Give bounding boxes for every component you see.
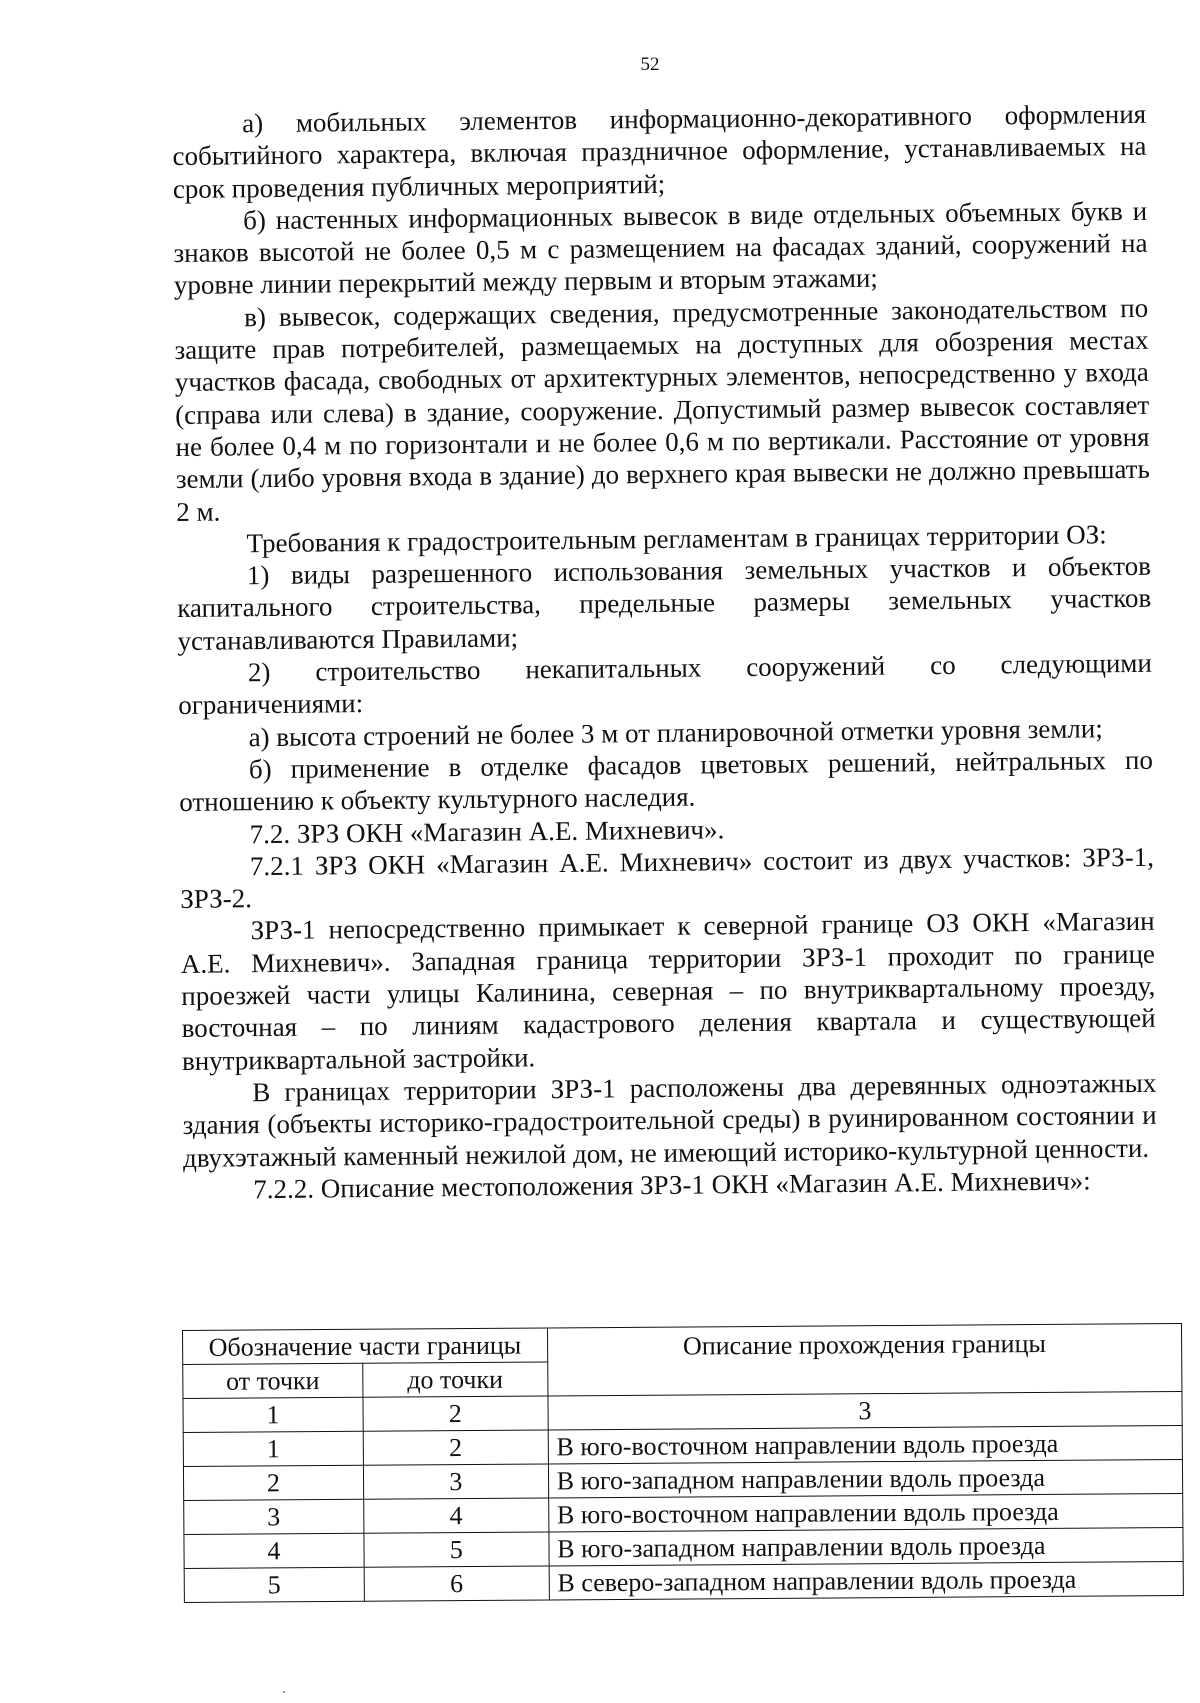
table-row: [184, 1562, 1183, 1603]
body-text: [172, 98, 1157, 1206]
table-cell: 3: [363, 1464, 548, 1499]
paragraph: ЗРЗ-1 непосредственно примыкает к северной границе ОЗ ОКН «Магазин А.Е. Михневич». Западная граница территории ЗРЗ-1 проходит по границе проезжей части улицы Калинина, северная – по внутриквартальному проезду, восточная – по линиям кадастрового деления квартала и существующей внутриквартальной застройки.: [180, 906, 1156, 1076]
table-cell: 4: [364, 1498, 549, 1533]
paragraph: б) настенных информационных вывесок в виде отдельных объемных букв и знаков высотой не более 0,5 м с размещением на фасадах зданий, сооружений на уровне линии перекрытий между первым и вторым этажами;: [173, 195, 1148, 301]
table-cell: 4: [184, 1533, 364, 1568]
boundary-table: [182, 1323, 1184, 1603]
table-cell: 3: [184, 1499, 364, 1534]
table-caption: 7.2.2. Описание местоположения ЗРЗ-1 ОКН «Магазин А.Е. Михневич»:: [253, 1165, 1091, 1205]
section-heading: 7.2. ЗРЗ ОКН «Магазин А.Е. Михневич».: [249, 813, 725, 849]
paragraph: а) мобильных элементов информационно-декоративного оформления событийного характера, включая праздничное оформление, устанавливаемых на срок проведения публичных мероприятий;: [172, 98, 1147, 204]
paragraph: в) вывесок, содержащих сведения, предусмотренные законодательством по защите прав потребителей, размещаемых на доступных для обозрения местах участков фасада, свободных от архитектурных элементов, непосредственно у входа (справа или слева) в здание, сооружение. Допустимый размер вывесок составляет не более 0,4 м по горизонтали и не более 0,6 м по вертикали. Расстояние от уровня земли (либо уровня входа в здание) до верхнего края вывески не должно превышать 2 м.: [174, 292, 1150, 527]
paragraph: 2) строительство некапитальных сооружений со следующими ограничениями:: [178, 647, 1153, 721]
paragraph: В границах территории ЗРЗ-1 расположены два деревянных одноэтажных здания (объекты историко-градостроительной среды) в руинированном состоянии и двухэтажный каменный нежилой дом, не имеющий историко-культурной ценности.: [182, 1067, 1157, 1173]
table-cell: В юго-западном направлении вдоль проезда: [549, 1528, 1184, 1566]
table-cell: 6: [364, 1566, 549, 1601]
table-cell: В юго-западном направлении вдоль проезда: [548, 1460, 1183, 1498]
table-cell: В юго-восточном направлении вдоль проезда: [548, 1426, 1183, 1464]
table-cell: 3: [548, 1392, 1183, 1430]
table-cell: В юго-восточном направлении вдоль проезда: [548, 1494, 1183, 1532]
paragraph: б) применение в отделке фасадов цветовых решений, нейтральных по отношению к объекту культурного наследия.: [179, 744, 1154, 818]
table-header-to: до точки: [363, 1362, 548, 1397]
table-header-from: от точки: [183, 1363, 363, 1398]
table-cell: 5: [364, 1532, 549, 1567]
table-cell: 2: [363, 1396, 548, 1431]
paragraph: 1) виды разрешенного использования земельных участков и объектов капитального строительства, предельные размеры земельных участков устанавливаются Правилами;: [177, 550, 1152, 656]
page-number: 52: [640, 54, 660, 75]
table-cell: 2: [183, 1465, 363, 1500]
scan-artifact: [283, 1691, 285, 1693]
table-header-segment: Обозначение части границы: [183, 1328, 548, 1365]
table-cell: 5: [184, 1567, 364, 1602]
table-cell: 2: [363, 1430, 548, 1465]
table-cell: В северо-западном направлении вдоль проезда: [549, 1562, 1184, 1600]
table-cell: 1: [183, 1431, 363, 1466]
table-cell: 1: [183, 1397, 363, 1432]
paragraph: Требования к градостроительным регламентам в границах территории ОЗ:: [246, 519, 1107, 559]
paragraph: 7.2.1 ЗРЗ ОКН «Магазин А.Е. Михневич» состоит из двух участков: ЗРЗ-1, ЗРЗ-2.: [180, 841, 1155, 915]
table-header-description: Описание прохождения границы: [547, 1324, 1182, 1396]
paragraph: а) высота строений не более 3 м от планировочной отметки уровня земли;: [248, 712, 1103, 752]
